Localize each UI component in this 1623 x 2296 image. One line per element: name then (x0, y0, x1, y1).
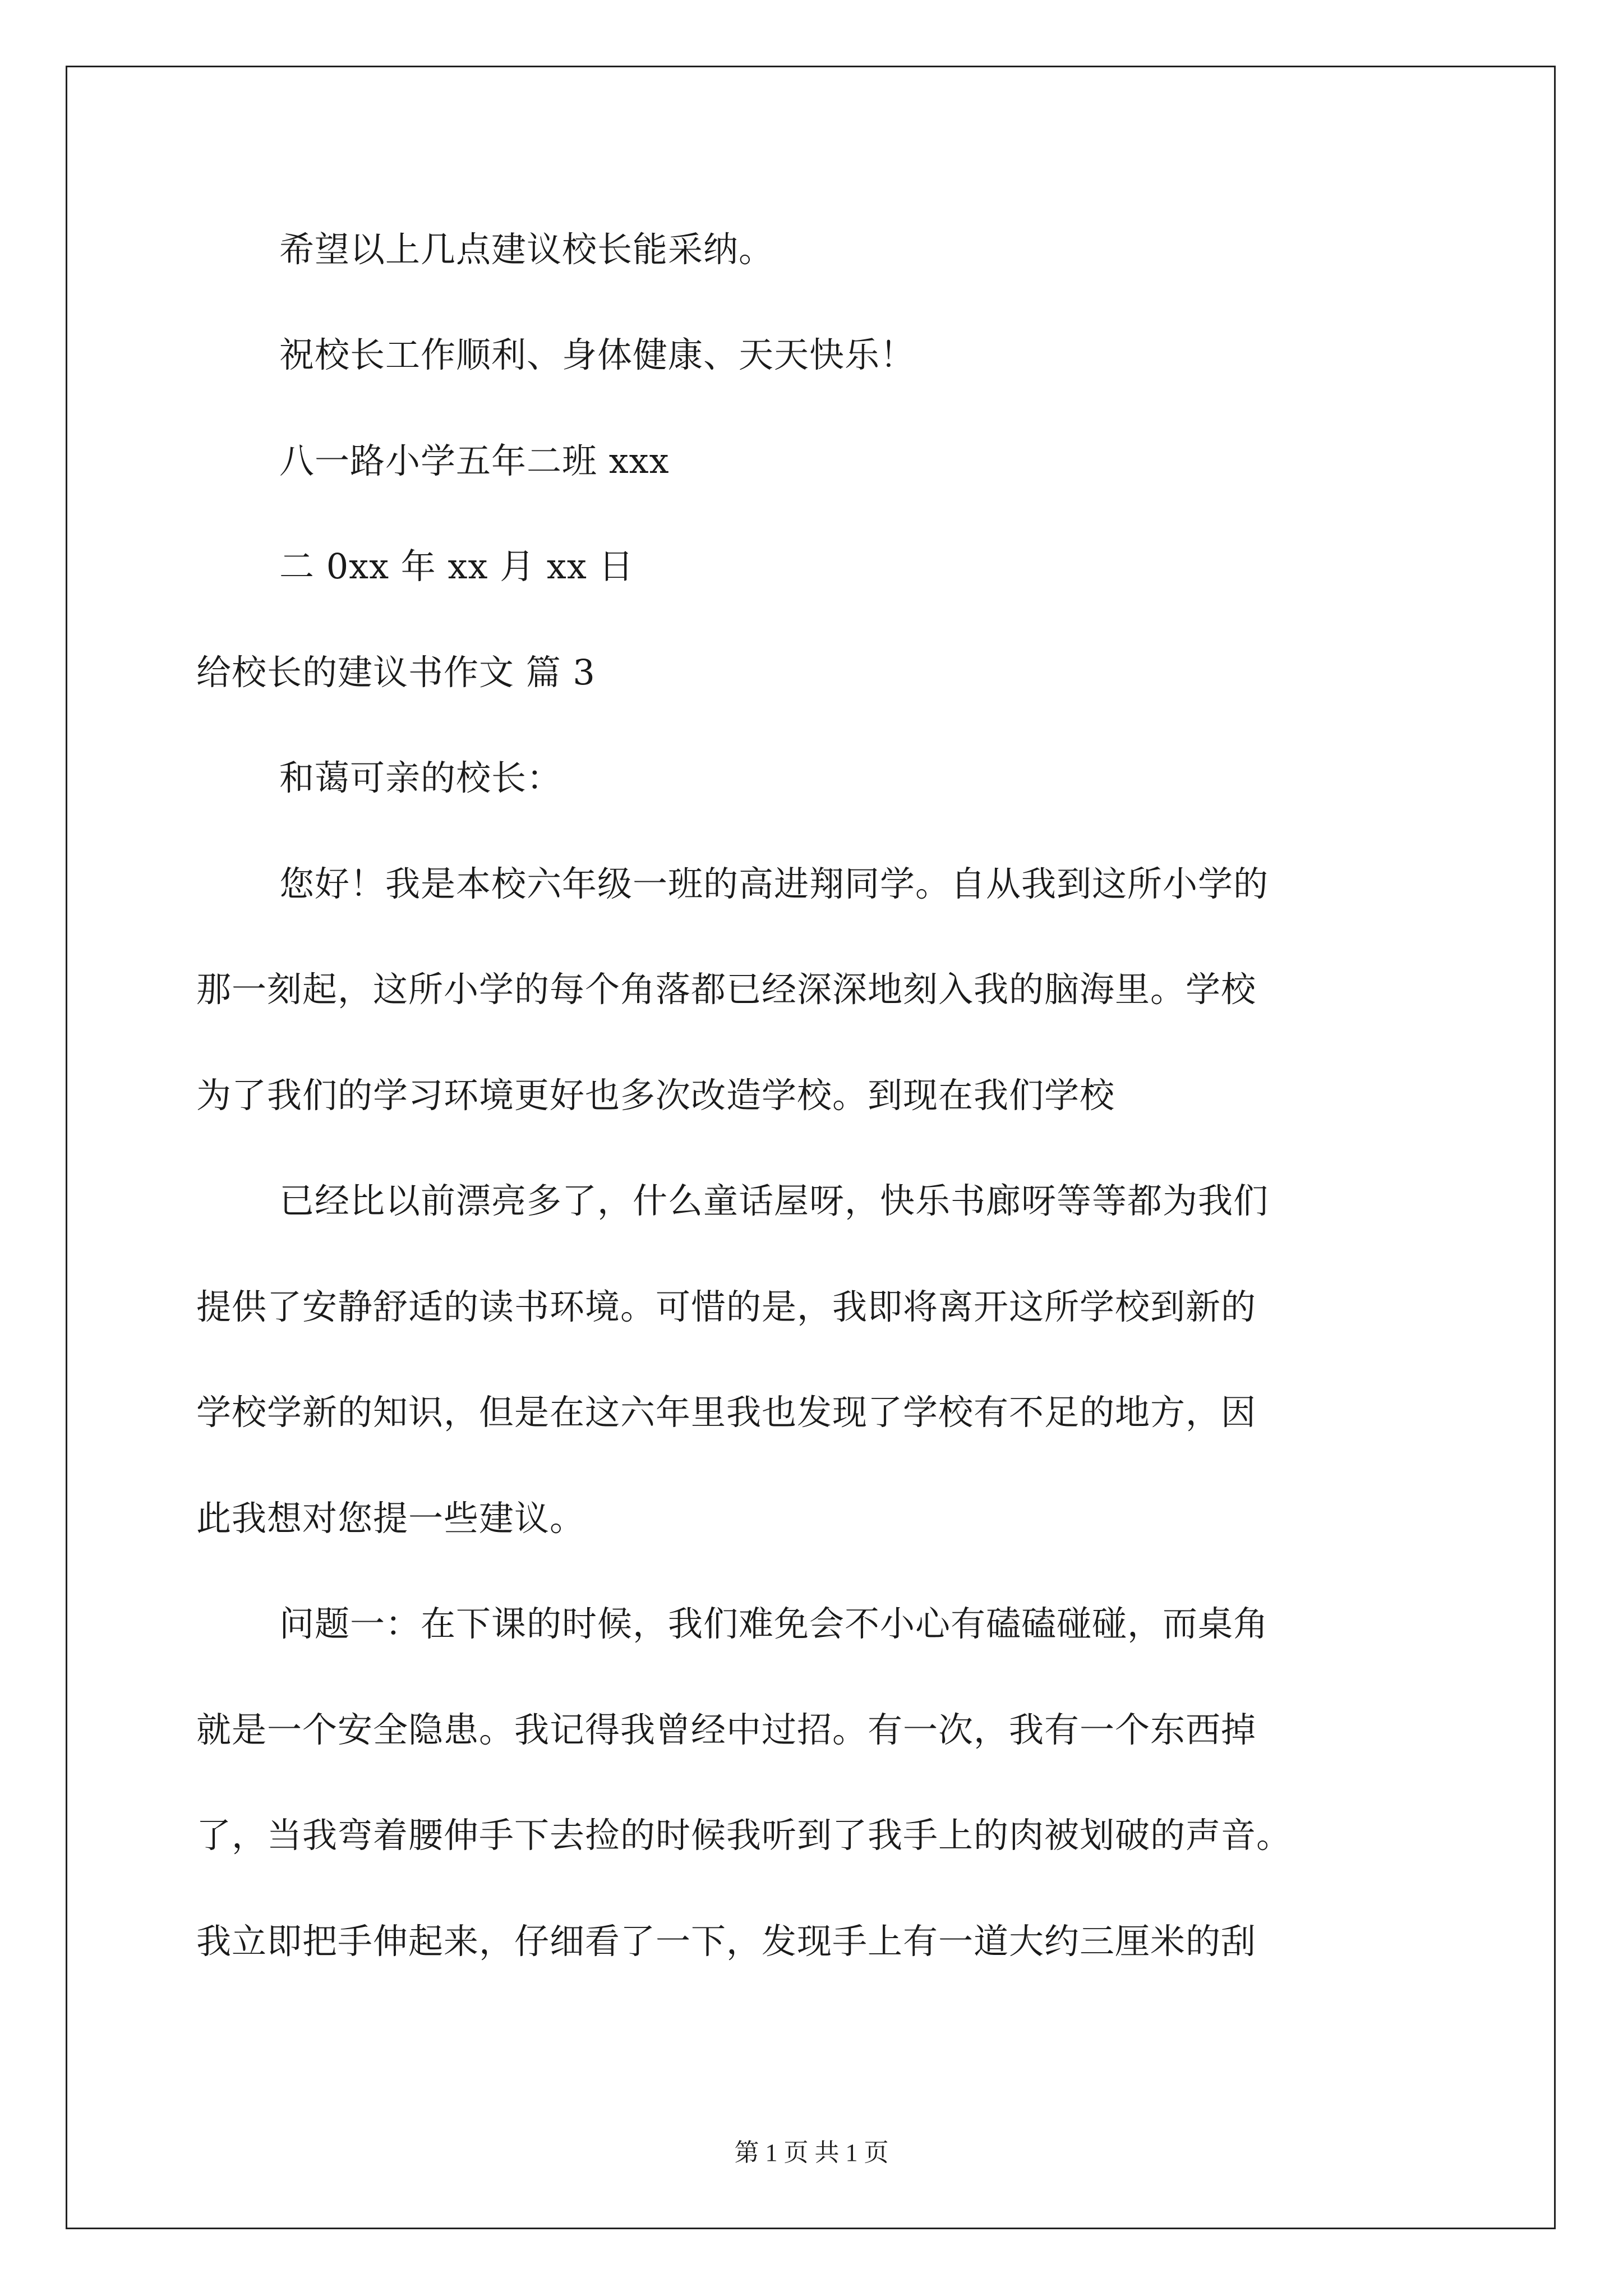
blessing-line: 祝校长工作顺利、身体健康、天天快乐！ (279, 334, 916, 375)
body-line: 了，当我弯着腰伸手下去捡的时候我听到了我手上的肉被划破的声音。 (196, 1815, 1292, 1856)
page-border (66, 66, 1556, 2229)
body-line: 已经比以前漂亮多了，什么童话屋呀，快乐书廊呀等等都为我们 (279, 1180, 1269, 1221)
body-line: 提供了安静舒适的读书环境。可惜的是，我即将离开这所学校到新的 (196, 1286, 1257, 1327)
body-line: 此我想对您提一些建议。 (196, 1498, 585, 1539)
body-line: 问题一：在下课的时候，我们难免会不小心有磕磕碰碰，而桌角 (279, 1603, 1269, 1644)
body-line: 那一刻起，这所小学的每个角落都已经深深地刻入我的脑海里。学校 (196, 969, 1257, 1010)
page-footer: 第 1 页 共 1 页 (734, 2139, 889, 2166)
body-line: 学校学新的知识，但是在这六年里我也发现了学校有不足的地方，因 (196, 1392, 1257, 1433)
date-line: 二 0xx 年 xx 月 xx 日 (279, 546, 634, 587)
salutation-line: 和蔼可亲的校长： (279, 757, 562, 798)
body-line: 就是一个安全隐患。我记得我曾经中过招。有一次，我有一个东西掉 (196, 1709, 1257, 1750)
section-heading: 给校长的建议书作文 篇 3 (196, 652, 596, 693)
body-line: 我立即把手伸起来，仔细看了一下，发现手上有一道大约三厘米的刮 (196, 1921, 1257, 1962)
closing-wish-line: 希望以上几点建议校长能采纳。 (279, 229, 774, 270)
signature-line: 八一路小学五年二班 xxx (279, 440, 670, 481)
body-line: 为了我们的学习环境更好也多次改造学校。到现在我们学校 (196, 1075, 1115, 1116)
body-line: 您好！我是本校六年级一班的高进翔同学。自从我到这所小学的 (279, 863, 1269, 904)
